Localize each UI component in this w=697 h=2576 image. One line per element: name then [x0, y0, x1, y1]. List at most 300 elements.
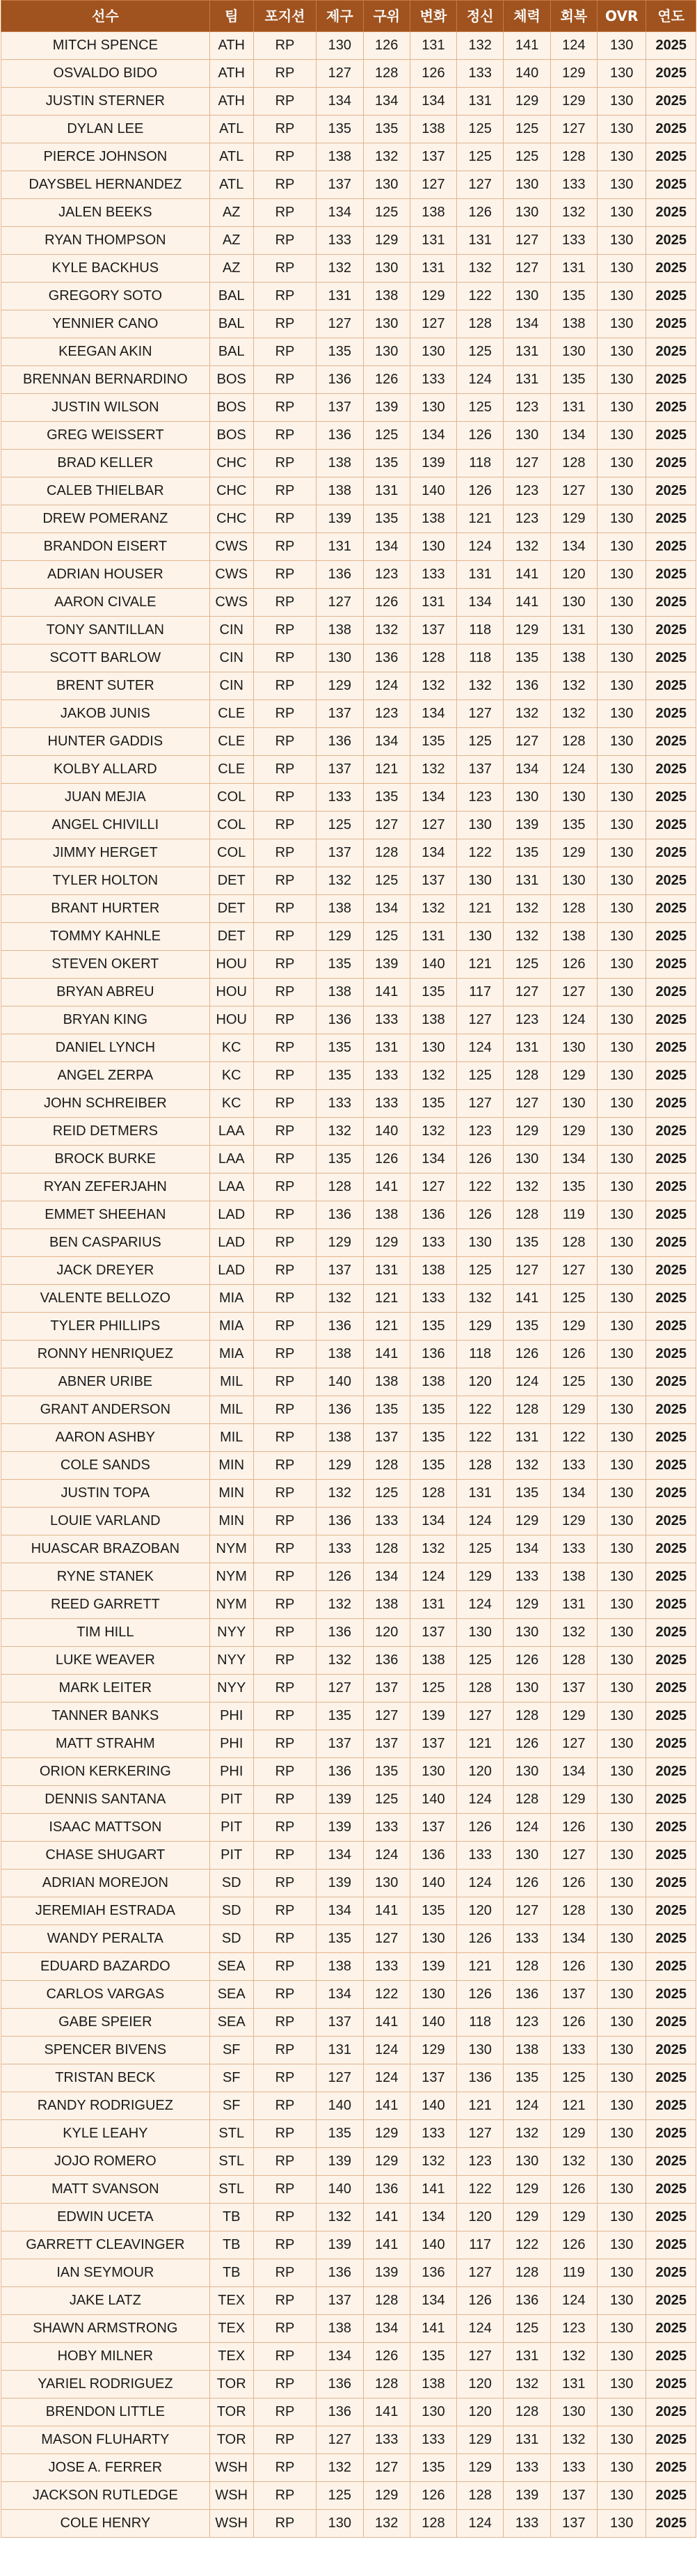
- mental-cell: 121: [457, 895, 504, 923]
- table-row[interactable]: [1, 1870, 696, 1897]
- year-cell: 2025: [646, 1870, 696, 1897]
- year-cell: 2025: [646, 255, 696, 283]
- team-cell: CIN: [209, 645, 253, 672]
- table-row[interactable]: [1, 2259, 696, 2287]
- table-row[interactable]: [1, 645, 696, 672]
- year-cell: 2025: [646, 2120, 696, 2148]
- table-row[interactable]: [1, 2176, 696, 2204]
- stamina-cell: 141: [504, 561, 550, 589]
- control-cell: 139: [317, 2148, 363, 2176]
- table-row[interactable]: [1, 2064, 696, 2092]
- position-cell: RP: [253, 1953, 316, 1981]
- stuff-cell: 131: [363, 477, 410, 505]
- table-row[interactable]: [1, 1563, 696, 1591]
- stuff-cell: 134: [363, 728, 410, 756]
- table-row[interactable]: [1, 1730, 696, 1758]
- player-name-cell: BRYAN KING: [1, 1006, 210, 1034]
- position-cell: RP: [253, 645, 316, 672]
- table-row[interactable]: [1, 672, 696, 700]
- mental-cell: 127: [457, 2259, 504, 2287]
- team-cell: CWS: [209, 561, 253, 589]
- stamina-cell: 128: [504, 1396, 550, 1424]
- ovr-cell: 130: [597, 2426, 646, 2454]
- recovery-cell: 124: [550, 32, 597, 60]
- table-row[interactable]: [1, 1535, 696, 1563]
- team-cell: TEX: [209, 2287, 253, 2315]
- mental-cell: 126: [457, 1146, 504, 1174]
- position-cell: RP: [253, 1034, 316, 1062]
- table-row[interactable]: [1, 895, 696, 923]
- mental-cell: 137: [457, 756, 504, 784]
- column-header-movement[interactable]: 변화: [410, 1, 456, 32]
- position-cell: RP: [253, 1480, 316, 1508]
- stuff-cell: 129: [363, 2482, 410, 2510]
- table-row[interactable]: [1, 1842, 696, 1870]
- ovr-cell: 130: [597, 533, 646, 561]
- stamina-cell: 128: [504, 1702, 550, 1730]
- movement-cell: 135: [410, 1452, 456, 1480]
- table-row[interactable]: [1, 227, 696, 255]
- position-cell: RP: [253, 1229, 316, 1257]
- stamina-cell: 129: [504, 2204, 550, 2231]
- player-name-cell: EMMET SHEEHAN: [1, 1201, 210, 1229]
- stuff-cell: 133: [363, 1814, 410, 1842]
- table-row[interactable]: [1, 2426, 696, 2454]
- position-cell: RP: [253, 1368, 316, 1396]
- table-body: [1, 32, 696, 2538]
- column-header-ovr[interactable]: OVR: [597, 1, 646, 32]
- table-row[interactable]: [1, 199, 696, 227]
- table-row[interactable]: [1, 1925, 696, 1953]
- table-row[interactable]: [1, 1396, 696, 1424]
- position-cell: RP: [253, 1006, 316, 1034]
- recovery-cell: 133: [550, 1452, 597, 1480]
- year-cell: 2025: [646, 2092, 696, 2120]
- table-row[interactable]: [1, 784, 696, 812]
- column-header-stuff[interactable]: 구위: [363, 1, 410, 32]
- year-cell: 2025: [646, 1285, 696, 1313]
- table-row[interactable]: [1, 1647, 696, 1675]
- control-cell: 137: [317, 2009, 363, 2037]
- year-cell: 2025: [646, 2148, 696, 2176]
- player-name-cell: JAKE LATZ: [1, 2287, 210, 2315]
- year-cell: 2025: [646, 1257, 696, 1285]
- control-cell: 138: [317, 143, 363, 171]
- movement-cell: 127: [410, 812, 456, 839]
- player-name-cell: CARLOS VARGAS: [1, 1981, 210, 2009]
- position-cell: RP: [253, 895, 316, 923]
- ovr-cell: 130: [597, 2510, 646, 2538]
- mental-cell: 125: [457, 394, 504, 422]
- table-row[interactable]: [1, 1452, 696, 1480]
- ovr-cell: 130: [597, 728, 646, 756]
- team-cell: CLE: [209, 728, 253, 756]
- table-row[interactable]: [1, 2399, 696, 2426]
- stamina-cell: 129: [504, 617, 550, 645]
- table-row[interactable]: [1, 1480, 696, 1508]
- movement-cell: 138: [410, 116, 456, 143]
- table-row[interactable]: [1, 1786, 696, 1814]
- year-cell: 2025: [646, 2176, 696, 2204]
- mental-cell: 120: [457, 1368, 504, 1396]
- table-row[interactable]: [1, 1675, 696, 1702]
- mental-cell: 120: [457, 2371, 504, 2399]
- position-cell: RP: [253, 366, 316, 394]
- table-row[interactable]: [1, 116, 696, 143]
- stuff-cell: 124: [363, 2064, 410, 2092]
- table-row[interactable]: [1, 2148, 696, 2176]
- stamina-cell: 123: [504, 505, 550, 533]
- column-header-position[interactable]: 포지션: [253, 1, 316, 32]
- mental-cell: 134: [457, 589, 504, 617]
- year-cell: 2025: [646, 1313, 696, 1341]
- position-cell: RP: [253, 533, 316, 561]
- ovr-cell: 130: [597, 1090, 646, 1118]
- control-cell: 137: [317, 756, 363, 784]
- table-row[interactable]: [1, 979, 696, 1006]
- movement-cell: 134: [410, 1146, 456, 1174]
- movement-cell: 140: [410, 2231, 456, 2259]
- table-row[interactable]: [1, 839, 696, 867]
- position-cell: RP: [253, 2454, 316, 2482]
- mental-cell: 128: [457, 1675, 504, 1702]
- table-row[interactable]: [1, 2510, 696, 2538]
- table-row[interactable]: [1, 2315, 696, 2343]
- year-cell: 2025: [646, 450, 696, 477]
- recovery-cell: 119: [550, 2259, 597, 2287]
- mental-cell: 125: [457, 1535, 504, 1563]
- table-row[interactable]: [1, 728, 696, 756]
- movement-cell: 124: [410, 1563, 456, 1591]
- table-row[interactable]: [1, 2287, 696, 2315]
- ovr-cell: 130: [597, 283, 646, 310]
- control-cell: 139: [317, 2231, 363, 2259]
- stamina-cell: 141: [504, 1285, 550, 1313]
- table-row[interactable]: [1, 1591, 696, 1619]
- table-row[interactable]: [1, 338, 696, 366]
- table-row[interactable]: [1, 2454, 696, 2482]
- team-cell: NYM: [209, 1535, 253, 1563]
- control-cell: 132: [317, 1480, 363, 1508]
- control-cell: 125: [317, 812, 363, 839]
- stamina-cell: 136: [504, 1981, 550, 2009]
- control-cell: 135: [317, 1146, 363, 1174]
- team-cell: BAL: [209, 338, 253, 366]
- ovr-cell: 130: [597, 1452, 646, 1480]
- mental-cell: 127: [457, 2343, 504, 2371]
- year-cell: 2025: [646, 923, 696, 951]
- stamina-cell: 135: [504, 1313, 550, 1341]
- movement-cell: 128: [410, 645, 456, 672]
- stuff-cell: 128: [363, 1535, 410, 1563]
- recovery-cell: 133: [550, 2454, 597, 2482]
- ovr-cell: 130: [597, 784, 646, 812]
- year-cell: 2025: [646, 227, 696, 255]
- stamina-cell: 123: [504, 477, 550, 505]
- movement-cell: 138: [410, 199, 456, 227]
- table-row[interactable]: [1, 1953, 696, 1981]
- table-row[interactable]: [1, 88, 696, 116]
- column-header-team[interactable]: 팀: [209, 1, 253, 32]
- column-header-mental[interactable]: 정신: [457, 1, 504, 32]
- stuff-cell: 136: [363, 2176, 410, 2204]
- player-name-cell: EDWIN UCETA: [1, 2204, 210, 2231]
- column-header-control[interactable]: 제구: [317, 1, 363, 32]
- player-name-cell: DAYSBEL HERNANDEZ: [1, 171, 210, 199]
- ovr-cell: 130: [597, 2064, 646, 2092]
- stuff-cell: 131: [363, 1257, 410, 1285]
- ovr-cell: 130: [597, 2371, 646, 2399]
- ovr-cell: 130: [597, 672, 646, 700]
- mental-cell: 129: [457, 1563, 504, 1591]
- recovery-cell: 128: [550, 143, 597, 171]
- stuff-cell: 136: [363, 1647, 410, 1675]
- table-row[interactable]: [1, 1118, 696, 1146]
- player-name-cell: PIERCE JOHNSON: [1, 143, 210, 171]
- table-row[interactable]: [1, 450, 696, 477]
- stuff-cell: 126: [363, 1146, 410, 1174]
- year-cell: 2025: [646, 1897, 696, 1925]
- movement-cell: 139: [410, 1702, 456, 1730]
- team-cell: ATL: [209, 143, 253, 171]
- table-row[interactable]: [1, 617, 696, 645]
- table-row[interactable]: [1, 1424, 696, 1452]
- control-cell: 138: [317, 450, 363, 477]
- ovr-cell: 130: [597, 1925, 646, 1953]
- player-name-cell: ANGEL ZERPA: [1, 1062, 210, 1090]
- recovery-cell: 126: [550, 1814, 597, 1842]
- mental-cell: 118: [457, 617, 504, 645]
- year-cell: 2025: [646, 700, 696, 728]
- stuff-cell: 124: [363, 2037, 410, 2064]
- table-row[interactable]: [1, 422, 696, 450]
- stamina-cell: 136: [504, 2287, 550, 2315]
- table-row[interactable]: [1, 1758, 696, 1786]
- table-row[interactable]: [1, 1313, 696, 1341]
- table-row[interactable]: [1, 1034, 696, 1062]
- table-row[interactable]: [1, 1062, 696, 1090]
- control-cell: 137: [317, 700, 363, 728]
- table-row[interactable]: [1, 171, 696, 199]
- position-cell: RP: [253, 979, 316, 1006]
- table-row[interactable]: [1, 1257, 696, 1285]
- stamina-cell: 126: [504, 1870, 550, 1897]
- year-cell: 2025: [646, 310, 696, 338]
- movement-cell: 140: [410, 2009, 456, 2037]
- table-row[interactable]: [1, 700, 696, 728]
- recovery-cell: 125: [550, 1368, 597, 1396]
- table-row[interactable]: [1, 589, 696, 617]
- mental-cell: 125: [457, 143, 504, 171]
- table-row[interactable]: [1, 60, 696, 88]
- stamina-cell: 128: [504, 1201, 550, 1229]
- movement-cell: 135: [410, 1313, 456, 1341]
- mental-cell: 128: [457, 310, 504, 338]
- player-name-cell: TOMMY KAHNLE: [1, 923, 210, 951]
- recovery-cell: 129: [550, 1062, 597, 1090]
- ovr-cell: 130: [597, 1341, 646, 1368]
- year-cell: 2025: [646, 589, 696, 617]
- ovr-cell: 130: [597, 255, 646, 283]
- table-row[interactable]: [1, 366, 696, 394]
- table-row[interactable]: [1, 1897, 696, 1925]
- stamina-cell: 135: [504, 839, 550, 867]
- mental-cell: 124: [457, 2510, 504, 2538]
- column-header-year[interactable]: 연도: [646, 1, 696, 32]
- table-row[interactable]: [1, 1174, 696, 1201]
- position-cell: RP: [253, 1730, 316, 1758]
- table-row[interactable]: [1, 394, 696, 422]
- column-header-player[interactable]: 선수: [1, 1, 210, 32]
- stuff-cell: 139: [363, 394, 410, 422]
- movement-cell: 133: [410, 1229, 456, 1257]
- movement-cell: 138: [410, 1006, 456, 1034]
- movement-cell: 128: [410, 1480, 456, 1508]
- movement-cell: 134: [410, 784, 456, 812]
- stuff-cell: 121: [363, 1313, 410, 1341]
- control-cell: 131: [317, 283, 363, 310]
- position-cell: RP: [253, 1535, 316, 1563]
- stuff-cell: 133: [363, 1062, 410, 1090]
- year-cell: 2025: [646, 951, 696, 979]
- table-row[interactable]: [1, 1619, 696, 1647]
- stuff-cell: 128: [363, 1452, 410, 1480]
- table-row[interactable]: [1, 1341, 696, 1368]
- recovery-cell: 138: [550, 923, 597, 951]
- column-header-stamina[interactable]: 체력: [504, 1, 550, 32]
- stamina-cell: 128: [504, 1953, 550, 1981]
- table-row[interactable]: [1, 1508, 696, 1535]
- mental-cell: 122: [457, 283, 504, 310]
- control-cell: 136: [317, 2259, 363, 2287]
- control-cell: 129: [317, 672, 363, 700]
- table-row[interactable]: [1, 310, 696, 338]
- table-row[interactable]: [1, 2482, 696, 2510]
- movement-cell: 131: [410, 255, 456, 283]
- player-name-cell: LOUIE VARLAND: [1, 1508, 210, 1535]
- table-row[interactable]: [1, 1981, 696, 2009]
- team-cell: HOU: [209, 979, 253, 1006]
- stamina-cell: 140: [504, 60, 550, 88]
- table-row[interactable]: [1, 2009, 696, 2037]
- team-cell: TEX: [209, 2343, 253, 2371]
- movement-cell: 137: [410, 1730, 456, 1758]
- table-row[interactable]: [1, 1285, 696, 1313]
- stuff-cell: 123: [363, 700, 410, 728]
- table-row[interactable]: [1, 2092, 696, 2120]
- player-name-cell: JALEN BEEKS: [1, 199, 210, 227]
- table-row[interactable]: [1, 143, 696, 171]
- ovr-cell: 130: [597, 1508, 646, 1535]
- year-cell: 2025: [646, 756, 696, 784]
- year-cell: 2025: [646, 1146, 696, 1174]
- table-row[interactable]: [1, 951, 696, 979]
- team-cell: WSH: [209, 2454, 253, 2482]
- ovr-cell: 130: [597, 2092, 646, 2120]
- movement-cell: 128: [410, 2510, 456, 2538]
- player-name-cell: GREG WEISSERT: [1, 422, 210, 450]
- year-cell: 2025: [646, 338, 696, 366]
- table-row[interactable]: [1, 867, 696, 895]
- control-cell: 137: [317, 171, 363, 199]
- team-cell: WSH: [209, 2482, 253, 2510]
- ovr-cell: 130: [597, 1702, 646, 1730]
- mental-cell: 127: [457, 700, 504, 728]
- table-row[interactable]: [1, 2231, 696, 2259]
- stamina-cell: 133: [504, 1563, 550, 1591]
- table-row[interactable]: [1, 561, 696, 589]
- table-row[interactable]: [1, 1368, 696, 1396]
- table-row[interactable]: [1, 533, 696, 561]
- team-cell: BAL: [209, 310, 253, 338]
- control-cell: 132: [317, 1591, 363, 1619]
- table-row[interactable]: [1, 283, 696, 310]
- player-name-cell: DREW POMERANZ: [1, 505, 210, 533]
- team-cell: CHC: [209, 450, 253, 477]
- team-cell: SEA: [209, 2009, 253, 2037]
- table-row[interactable]: [1, 1201, 696, 1229]
- position-cell: RP: [253, 1341, 316, 1368]
- control-cell: 130: [317, 32, 363, 60]
- movement-cell: 132: [410, 1062, 456, 1090]
- control-cell: 133: [317, 784, 363, 812]
- recovery-cell: 127: [550, 477, 597, 505]
- mental-cell: 124: [457, 1591, 504, 1619]
- stuff-cell: 141: [363, 1897, 410, 1925]
- ovr-cell: 130: [597, 1174, 646, 1201]
- table-row[interactable]: [1, 477, 696, 505]
- ovr-cell: 130: [597, 2204, 646, 2231]
- table-row[interactable]: [1, 1229, 696, 1257]
- control-cell: 140: [317, 2176, 363, 2204]
- recovery-cell: 129: [550, 1508, 597, 1535]
- team-cell: NYY: [209, 1619, 253, 1647]
- table-row[interactable]: [1, 1146, 696, 1174]
- table-row[interactable]: [1, 2120, 696, 2148]
- table-row[interactable]: [1, 505, 696, 533]
- table-row[interactable]: [1, 2343, 696, 2371]
- table-row[interactable]: [1, 2037, 696, 2064]
- table-row[interactable]: [1, 1814, 696, 1842]
- table-row[interactable]: [1, 255, 696, 283]
- table-row[interactable]: [1, 1090, 696, 1118]
- stuff-cell: 128: [363, 839, 410, 867]
- movement-cell: 131: [410, 1591, 456, 1619]
- year-cell: 2025: [646, 645, 696, 672]
- recovery-cell: 119: [550, 1201, 597, 1229]
- ovr-cell: 130: [597, 1313, 646, 1341]
- position-cell: RP: [253, 2148, 316, 2176]
- team-cell: CHC: [209, 477, 253, 505]
- player-name-cell: OSVALDO BIDO: [1, 60, 210, 88]
- table-row[interactable]: [1, 1006, 696, 1034]
- recovery-cell: 127: [550, 1730, 597, 1758]
- table-row[interactable]: [1, 756, 696, 784]
- table-row[interactable]: [1, 1702, 696, 1730]
- movement-cell: 132: [410, 756, 456, 784]
- table-row[interactable]: [1, 2204, 696, 2231]
- table-row[interactable]: [1, 32, 696, 60]
- table-row[interactable]: [1, 923, 696, 951]
- player-name-cell: COLE SANDS: [1, 1452, 210, 1480]
- ovr-cell: 130: [597, 1480, 646, 1508]
- position-cell: RP: [253, 672, 316, 700]
- stuff-cell: 129: [363, 227, 410, 255]
- column-header-recovery[interactable]: 회복: [550, 1, 597, 32]
- table-row[interactable]: [1, 2371, 696, 2399]
- table-row[interactable]: [1, 812, 696, 839]
- stuff-cell: 122: [363, 1981, 410, 2009]
